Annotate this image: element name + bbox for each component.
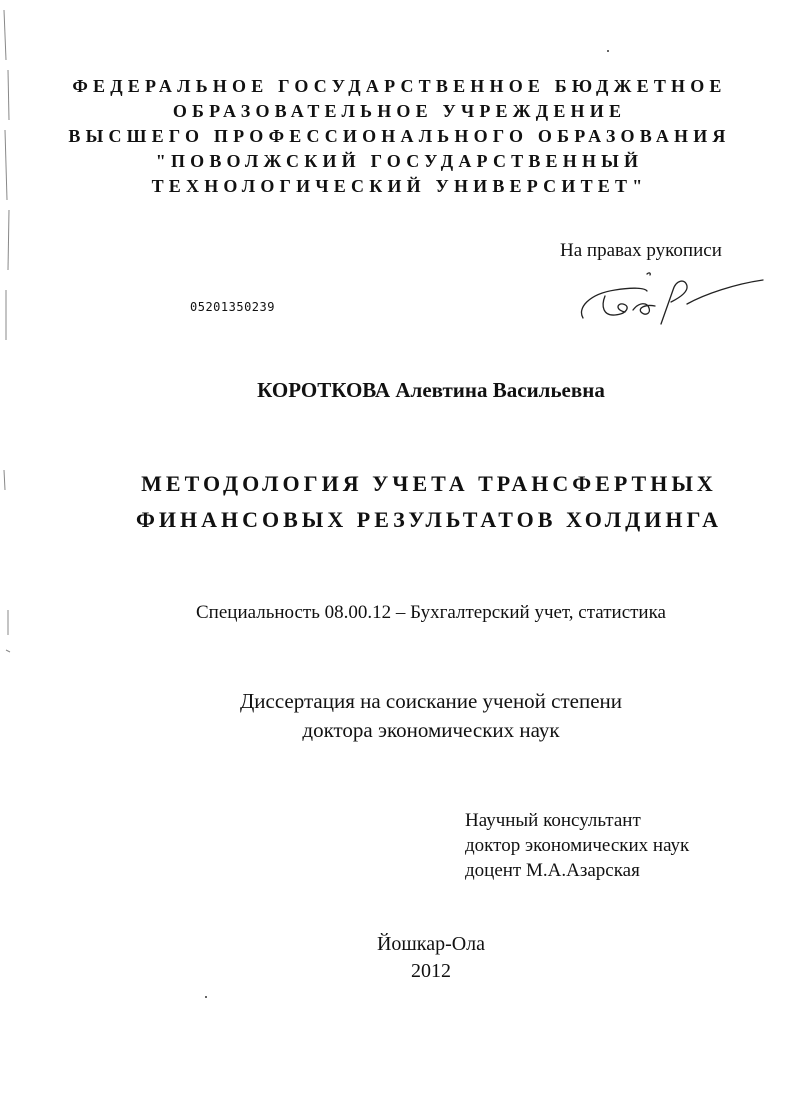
specialty: Специальность 08.00.12 – Бухгалтерский учет, статистика xyxy=(196,602,666,623)
author-name: КОРОТКОВА Алевтина Васильевна xyxy=(257,378,605,402)
institution-line-2: ОБРАЗОВАТЕЛЬНОЕ УЧРЕЖДЕНИЕ xyxy=(172,101,627,121)
scientific-consultant xyxy=(465,808,689,883)
degree-line-1: Диссертация на соискание ученой степени xyxy=(239,689,623,713)
institution-header xyxy=(0,74,799,199)
title-line-1: МЕТОДОЛОГИЯ УЧЕТА ТРАНСФЕРТНЫХ xyxy=(141,471,717,496)
place-and-year xyxy=(0,931,799,985)
institution-line-1: ФЕДЕРАЛЬНОЕ ГОСУДАРСТВЕННОЕ БЮДЖЕТНОЕ xyxy=(72,76,727,96)
degree-statement xyxy=(0,687,799,745)
scan-speck xyxy=(607,50,609,52)
catalog-code: 05201350239 xyxy=(190,300,275,314)
consultant-name: доцент М.А.Азарская xyxy=(465,860,640,881)
dissertation-title xyxy=(0,466,799,538)
institution-line-5: ТЕХНОЛОГИЧЕСКИЙ УНИВЕРСИТЕТ" xyxy=(151,176,648,196)
institution-line-3: ВЫСШЕГО ПРОФЕССИОНАЛЬНОГО ОБРАЗОВАНИЯ xyxy=(68,126,731,146)
year: 2012 xyxy=(411,960,451,982)
consultant-role: Научный консультант xyxy=(465,810,641,831)
scan-speck xyxy=(205,996,207,998)
institution-line-4: "ПОВОЛЖСКИЙ ГОСУДАРСТВЕННЫЙ xyxy=(155,151,644,171)
place: Йошкар-Ола xyxy=(376,933,486,955)
title-line-2: ФИНАНСОВЫХ РЕЗУЛЬТАТОВ ХОЛДИНГА xyxy=(136,507,722,532)
manuscript-rights: На правах рукописи xyxy=(560,240,722,261)
signature-icon xyxy=(575,268,765,330)
consultant-degree: доктор экономических наук xyxy=(465,835,690,856)
degree-line-2: доктора экономических наук xyxy=(302,718,560,742)
